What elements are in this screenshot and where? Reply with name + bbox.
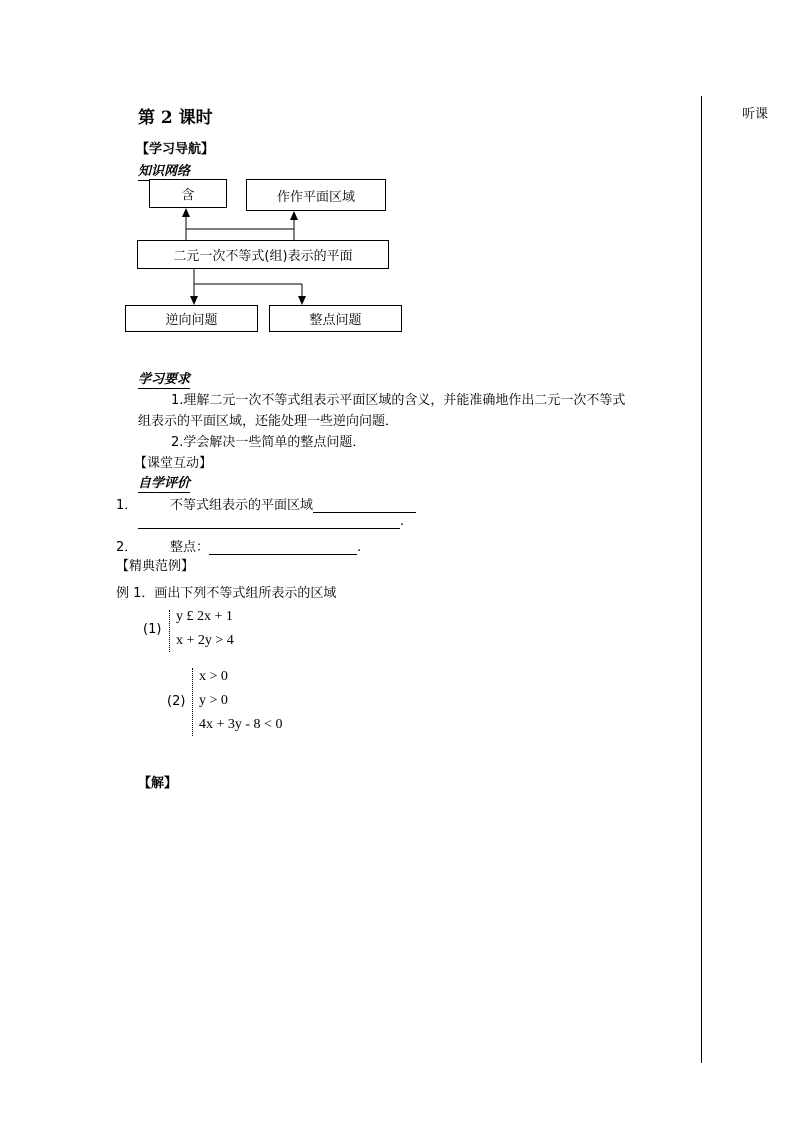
section-classroom-interaction: 【课堂互动】 [134,456,213,471]
question-2-text: 整点： . [170,540,362,555]
diagram-box-inverse-label: 逆向问题 [165,313,218,328]
diagram-box-integer [269,305,402,332]
solution-label: 【解】 [138,776,178,791]
system-2-inequality-3: 4x + 3y - 8 < 0 [199,717,283,732]
diagram-box-center-label: 二元一次不等式(组)表示的平面 [173,249,353,264]
system-2-label: (2) [167,694,186,709]
self-evaluation-label: 自学评价 [138,476,191,491]
arrow-head-up-right [290,211,298,220]
question-1-blank-2[interactable] [138,514,400,529]
requirement-2: 2.学会解决一些简单的整点问题． [171,435,366,450]
example-1-prompt: 例 1．画出下列不等式组所表示的区域 [116,586,337,601]
arrow-head-up-left [182,208,190,217]
arrow-head-down-right [298,296,306,305]
diagram-box-draw-region-label: 作作平面区域 [276,189,355,205]
question-2-number: 2． [116,540,138,555]
system-1-inequality-2: x + 2y > 4 [176,633,234,648]
section-examples: 【精典范例】 [116,559,195,574]
question-1-blank-1[interactable] [313,498,416,513]
requirement-1-line-1: 1.理解二元一次不等式组表示平面区域的含义，并能准确地作出二元一次不等式 [171,393,626,408]
question-1-text: 不等式组表示的平面区域 [170,494,416,513]
knowledge-network-label: 知识网络 [138,164,191,179]
diagram-box-integer-label: 整点问题 [309,313,362,328]
diagram-box-inverse [125,305,258,332]
diagram-box-contains-label: 含 [181,188,195,203]
section-learning-guide: 【学习导航】 [136,142,215,157]
question-2-blank[interactable] [209,540,357,555]
system-2-inequality-1: x > 0 [199,669,228,684]
system-1-label: (1) [143,622,162,637]
diagram-box-draw-region [246,179,386,211]
question-1-number: 1． [116,498,138,513]
system-1-brace [169,610,172,652]
system-2-brace [192,668,195,736]
learning-requirements-label: 学习要求 [138,372,191,387]
system-1-inequality-1: y £ 2x + 1 [176,609,233,624]
side-note-listen: 听课 [742,107,769,122]
arrow-head-down-left [190,296,198,305]
diagram-box-contains [149,179,227,208]
question-1-line-2: . [138,514,404,529]
diagram-box-center [137,240,389,269]
requirement-1-line-2: 组表示的平面区域，还能处理一些逆向问题． [138,414,399,429]
system-2-inequality-2: y > 0 [199,693,228,708]
lesson-title: 第 2 课时 [138,108,213,128]
